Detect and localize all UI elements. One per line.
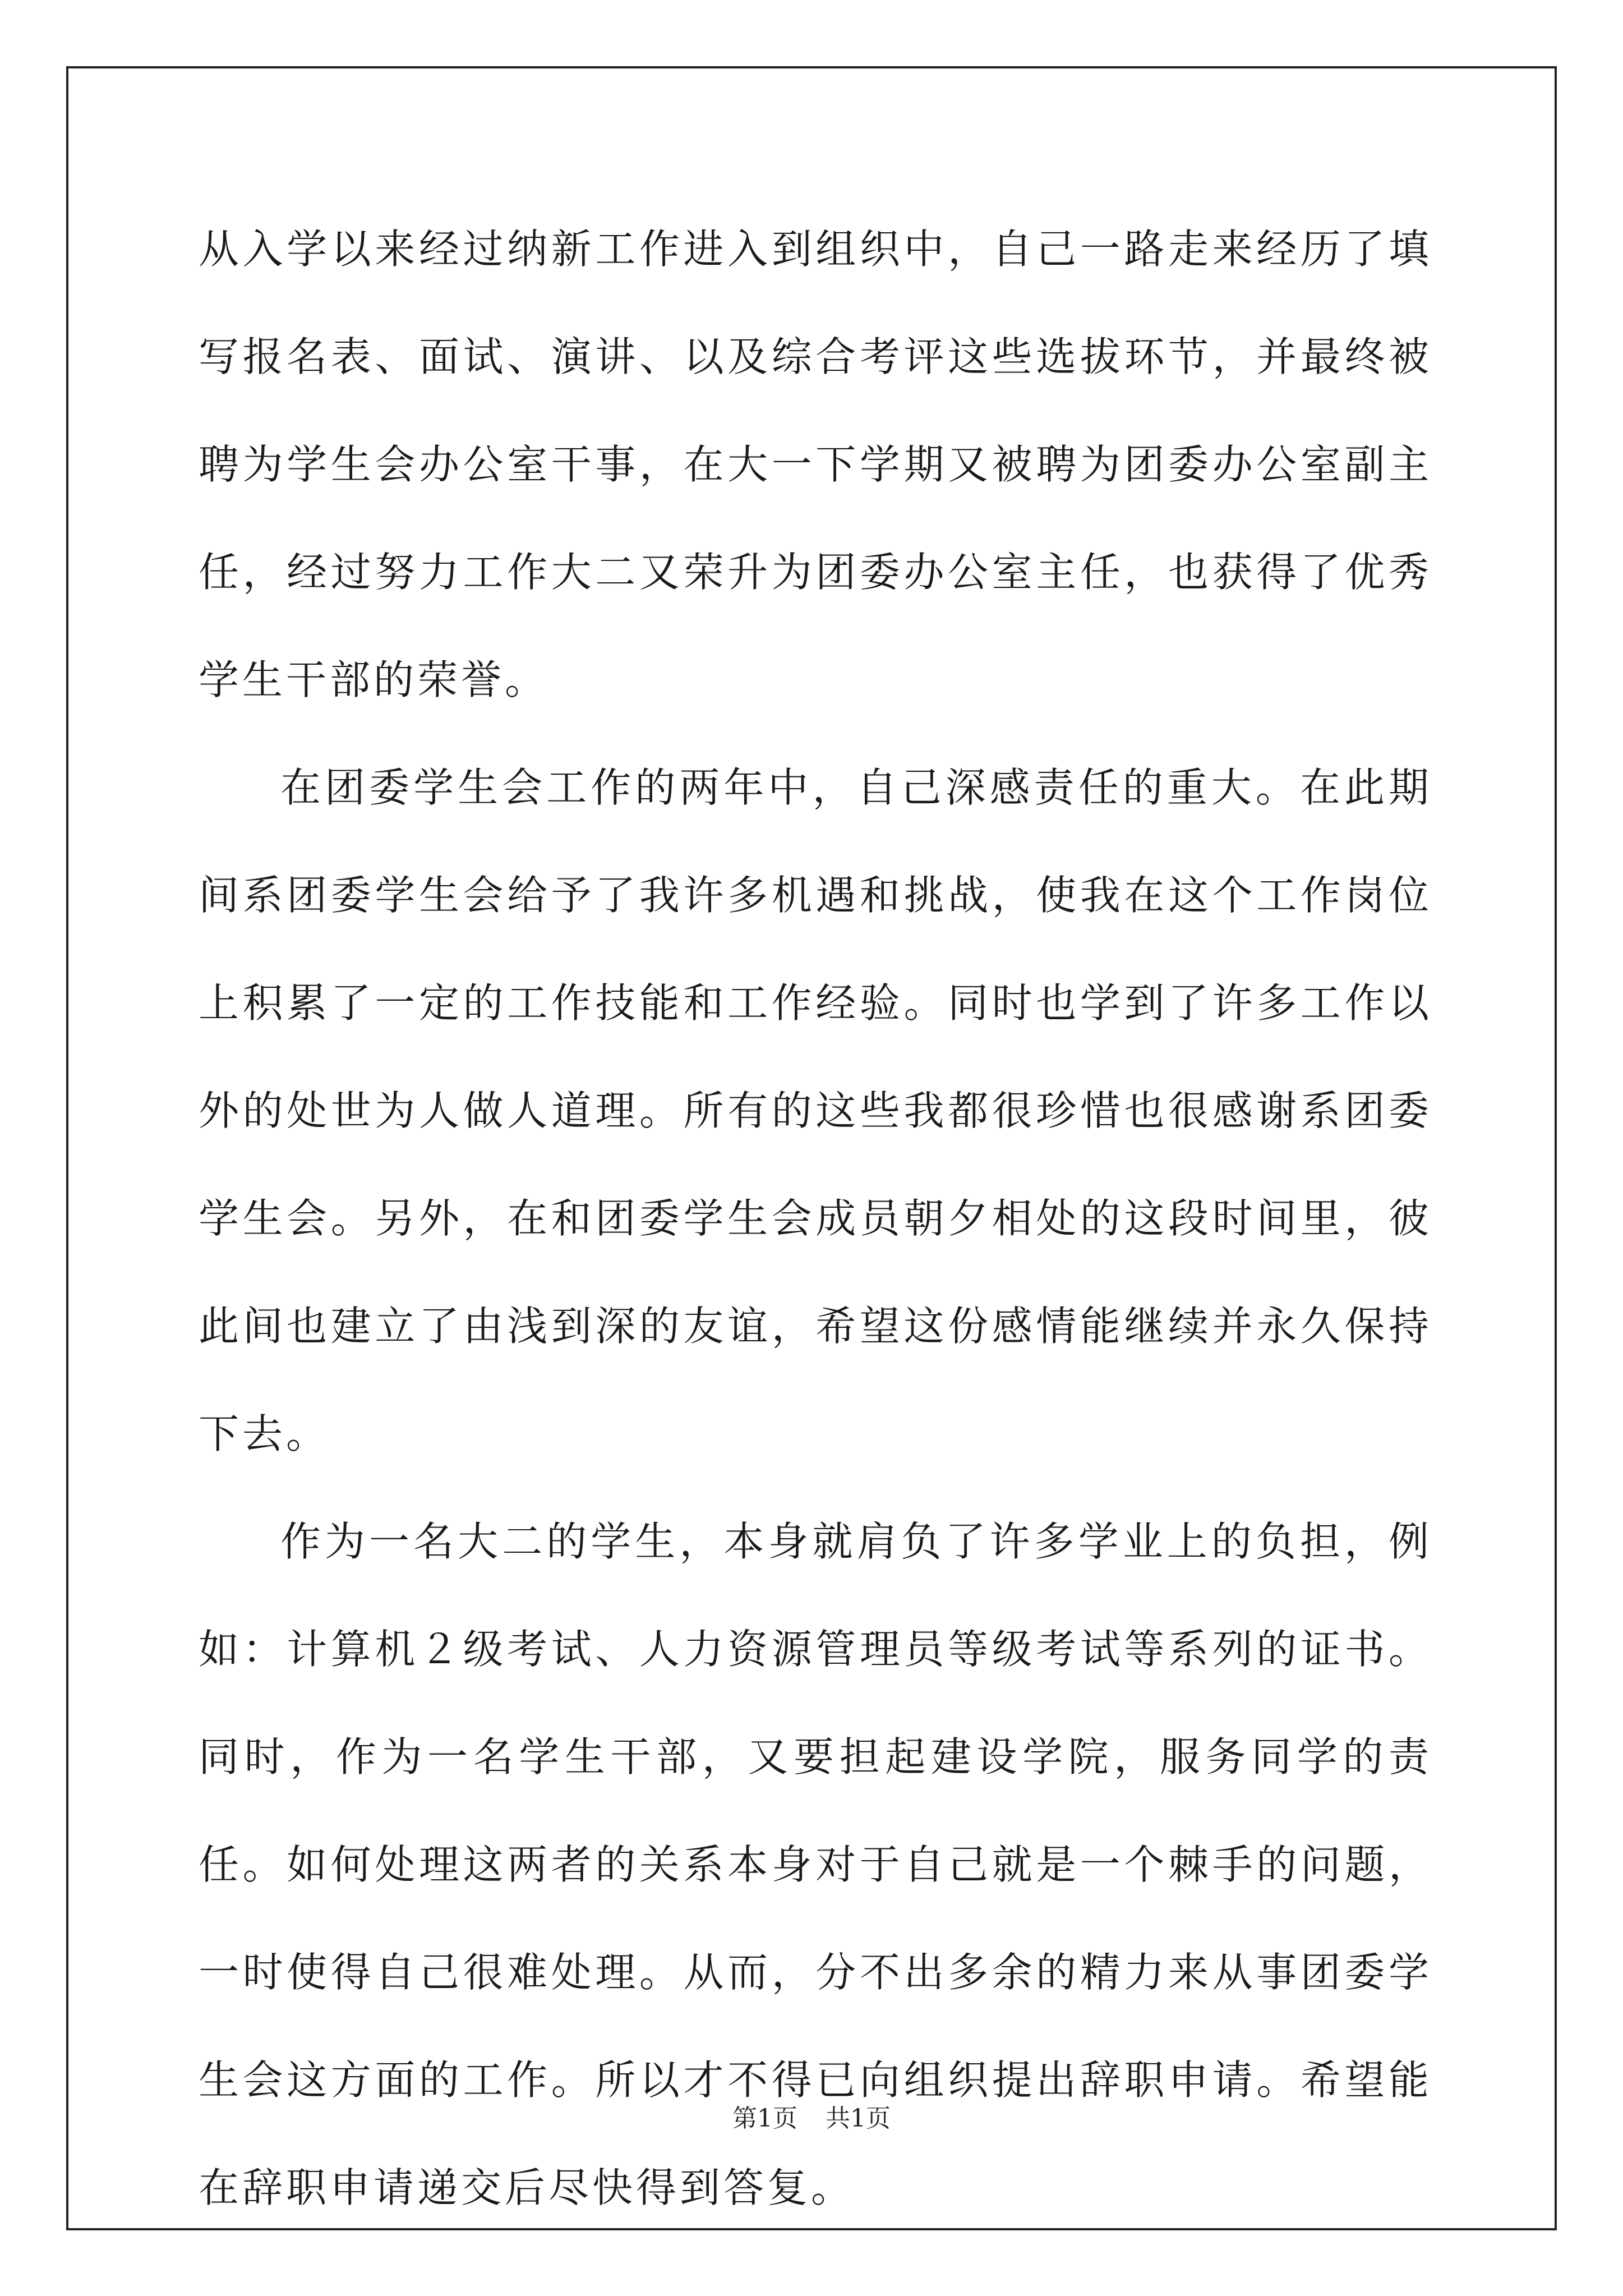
- page-total: 共1页: [826, 2104, 891, 2133]
- paragraph-2: 在团委学生会工作的两年中，自己深感责任的重大。在此期间系团委学生会给予了我许多机遇和挑战，使我在这个工作岗位上积累了一定的工作技能和工作经验。同时也学到了许多工作以外的处世为人做人道理。所有的这些我都很珍惜也很感谢系团委学生会。另外，在和团委学生会成员朝夕相处的这段时间里，彼此间也建立了由浅到深的友谊，希望这份感情能继续并永久保持下去。: [199, 764, 1432, 1457]
- page-number: 第1页: [732, 2104, 797, 2133]
- paragraph-3: 作为一名大二的学生，本身就肩负了许多学业上的负担，例如：计算机２级考试、人力资源管理员等级考试等系列的证书。同时，作为一名学生干部，又要担起建设学院，服务同学的责任。如何处理这两者的关系本身对于自己就是一个棘手的问题，一时使得自己很难处理。从而，分不出多余的精力来从事团委学生会这方面的工作。所以才不得已向组织提出辞职申请。希望能在辞职申请递交后尽快得到答复。: [199, 1518, 1432, 2211]
- document-body: [199, 195, 1432, 2242]
- page-footer: [0, 2098, 1623, 2134]
- paragraph-1: 从入学以来经过纳新工作进入到组织中，自己一路走来经历了填写报名表、面试、演讲、以及综合考评这些选拔环节，并最终被聘为学生会办公室干事，在大一下学期又被聘为团委办公室副主任，经过努力工作大二又荣升为团委办公室主任，也获得了优秀学生干部的荣誉。: [199, 226, 1432, 703]
